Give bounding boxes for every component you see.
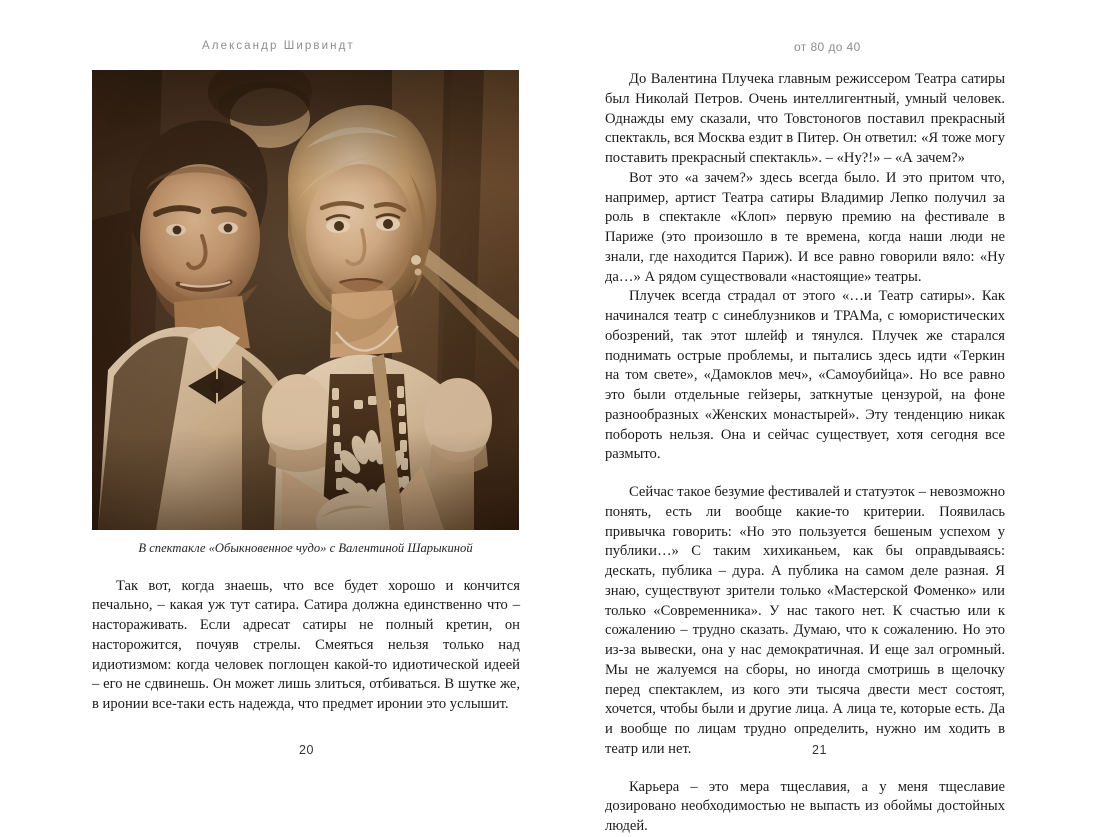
paragraph: До Валентина Плучека главным режиссером Театра сатиры был Николай Петров. Очень интеллигентный, умный человек. Однажды ему сказали, что Товстоногов поставил прекрасный спектакль, вся Москва ездит в Питер. Он ответил: «Я тоже могу поставить прекрасный спектакль». – «Ну?!» – «А зачем?» [605, 71, 1005, 166]
photograph-image [92, 70, 519, 530]
stage-photograph [92, 70, 519, 530]
paragraph: Карьера – это мера тщеславия, а у меня тщеславие дозировано необходимостью не выпасть из обоймы достойных людей. [605, 778, 1005, 834]
left-page [92, 70, 520, 715]
running-head-left: Александр Ширвиндт [202, 40, 355, 52]
photo-caption: В спектакле «Обыкновенное чудо» с Валентиной Шарыкиной [138, 541, 473, 555]
paragraph: Вот это «а зачем?» здесь всегда было. И это притом что, например, артист Театра сатиры Владимир Лепко получил за роль в спектакле «Клоп» первую премию на фестивале в Париже (это произошло в те времена, когда наши люди не знали, где находится Париж). И все равно говорили вяло: «Ну да…» А рядом существовали «настоящие» театры. [605, 169, 1005, 285]
left-page-body [92, 577, 520, 715]
paragraph: Так вот, когда знаешь, что все будет хорошо и кончится печально, – какая уж тут сатира. Сатира должна единственно что – настораживать. Если адресат сатиры не полный кретин, он насторожится, почуяв стрелы. Смеяться нельзя только над идиотизмом: когда человек поглощен какой-то идиотической идеей – его не сдвинешь. Он может лишь злиться, отбиваться. В шутке же, в иронии все-таки есть надежда, что предмет иронии это услышит. [92, 577, 520, 713]
folio-right: 21 [812, 743, 828, 757]
paragraph: Сейчас такое безумие фестивалей и статуэток – невозможно понять, есть ли вообще какие-то критерии. Появилась привычка говорить: «Но это пользуется бешеным успехом у публики…» С таким хихиканьем, как бы оправдываясь: дескать, публика – дура. А публика на самом деле разная. Я знаю, существуют зрители только «Мастерской Фоменко» или только «Современника». У нас такого нет. К счастью или к сожалению – трудно сказать. Думаю, что к сожалению. Но это из-за вывески, она у нас демократичная. И еще зал огромный. Мы не жалуемся на сборы, но иногда смотришь в щелочку перед спектаклем, из кого эти тысяча двести мест состоят, хочется, чтобы были и другие лица. А лица те, которые есть. Да и вообще по лицам трудно определить, нужно им ходить в театр или нет. [605, 484, 1005, 757]
running-head-right: от 80 до 40 [794, 40, 861, 54]
paragraph: Плучек всегда страдал от этого «…и Театр сатиры». Как начинался театр с синеблузников и ТРАМа, с юмористических обозрений, так этот шлейф и тянулся. Плучек же старался поднимать острые проблемы, и пытались здесь идти «Теркин на том свете», «Дамоклов меч», «Самоубийца». Но все равно это были отдельные гейзеры, заткнутые цензурой, на фоне разнообразных «Женских монастырей». Эту тенденцию никак побороть нельзя. Она и сейчас существует, хотя сегодня все размыто. [605, 288, 1005, 463]
right-page-body [605, 70, 1005, 837]
right-page [605, 70, 1005, 837]
folio-left: 20 [299, 743, 315, 757]
